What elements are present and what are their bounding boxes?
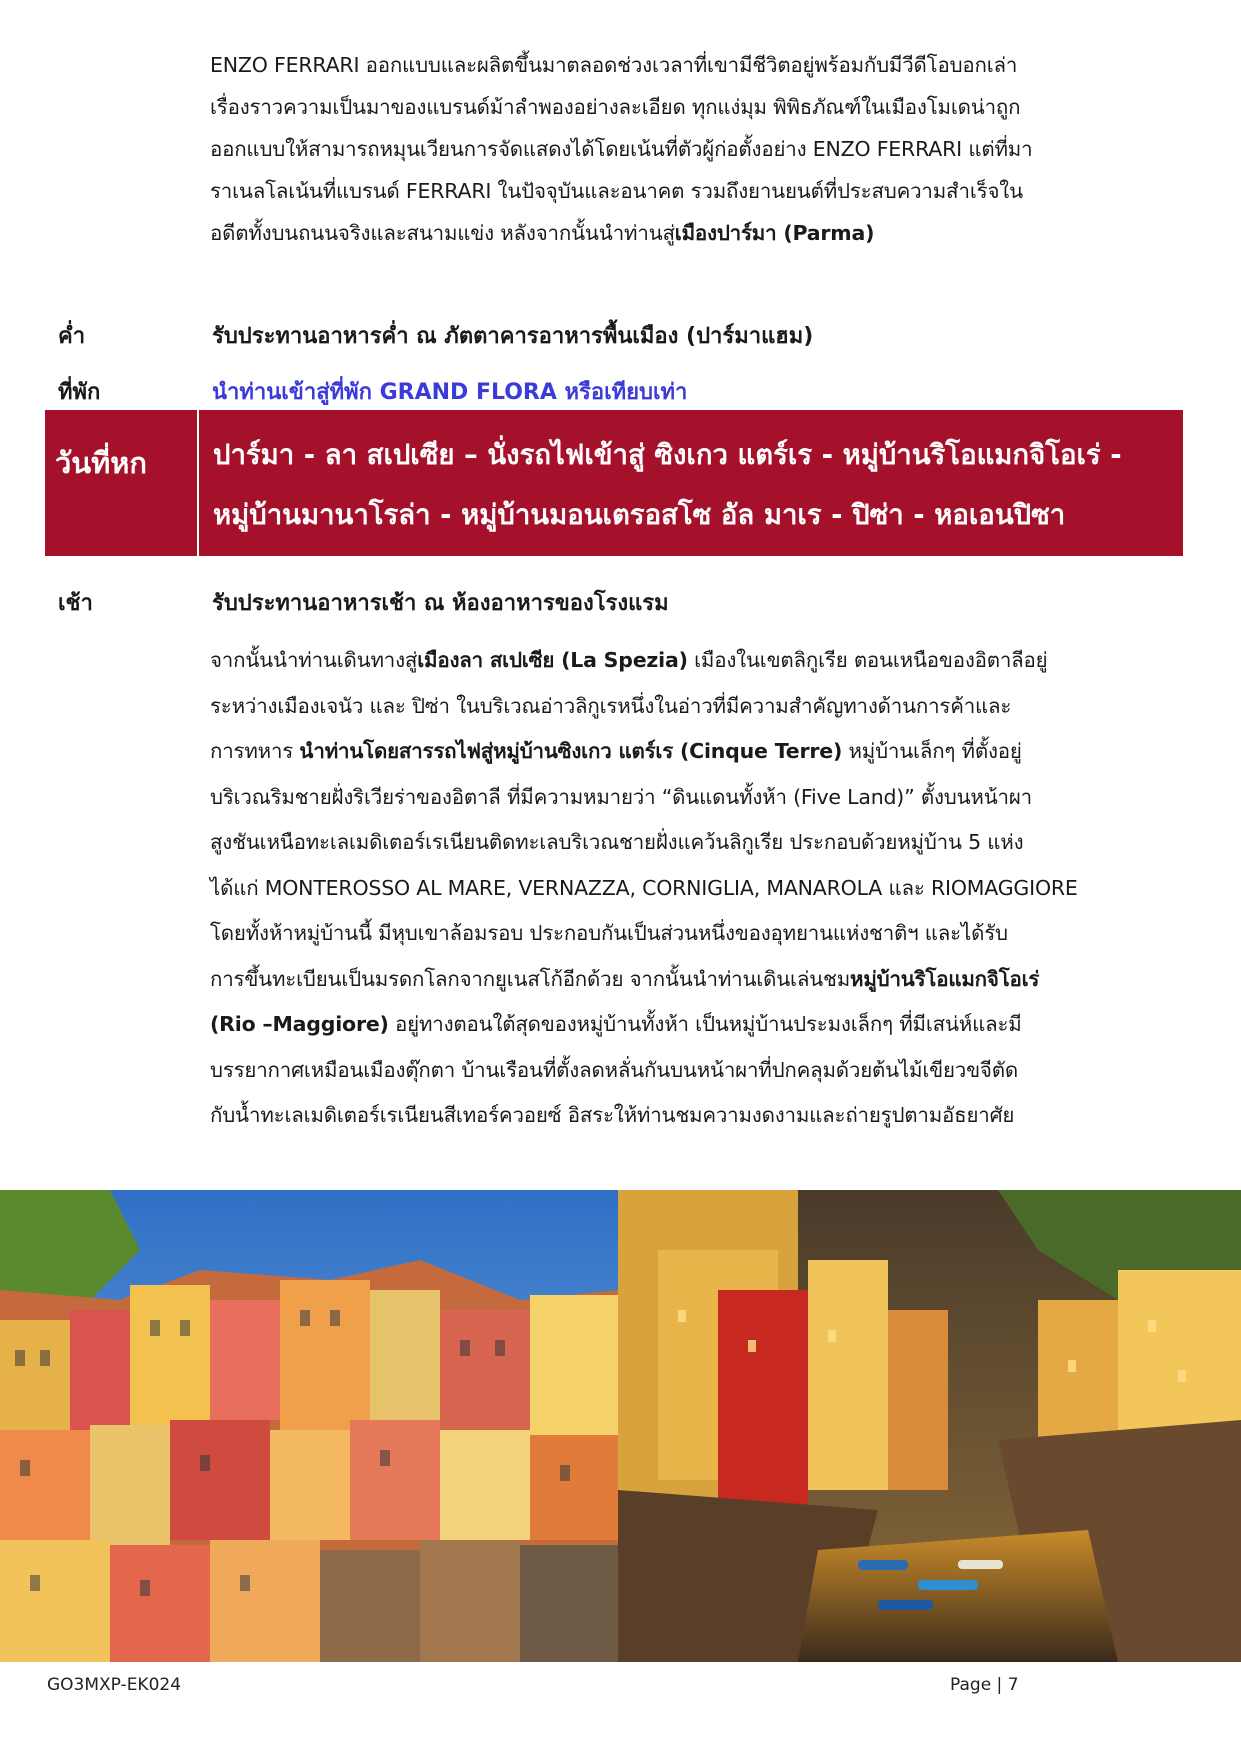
day-title bbox=[213, 425, 1173, 545]
dinner-text: รับประทานอาหารค่ำ ณ ภัตตาคารอาหารพื้นเมือง (ปาร์มาแฮม) bbox=[212, 324, 814, 349]
body-line bbox=[210, 729, 1170, 775]
breakfast-label: เช้า bbox=[58, 591, 93, 616]
photo-manarola-village bbox=[0, 1190, 618, 1662]
body-bold: เมืองลา สเปเซีย (La Spezia) bbox=[417, 648, 688, 672]
dinner-label: ค่ำ bbox=[58, 324, 86, 349]
breakfast-text: รับประทานอาหารเช้า ณ ห้องอาหารของโรงแรม bbox=[212, 591, 669, 616]
intro-paragraph bbox=[210, 44, 1170, 254]
intro-line: ENZO FERRARI ออกแบบและผลิตขึ้นมาตลอดช่วงเวลาที่เขามีชีวิตอยู่พร้อมกับมีวีดีโอบอกเล่า bbox=[210, 53, 1018, 77]
photo-riomaggiore-harbor bbox=[618, 1190, 1241, 1662]
body-text: เมืองในเขตลิกูเรีย ตอนเหนือของอิตาลีอยู่ bbox=[687, 648, 1048, 672]
body-text: การขึ้นทะเบียนเป็นมรดกโลกจากยูเนสโก้อีกด้วย จากนั้นนำท่านเดินเล่นชม bbox=[210, 966, 851, 991]
day-label: วันที่หก bbox=[45, 410, 199, 556]
day-header-band bbox=[45, 410, 1183, 556]
body-line bbox=[210, 957, 1170, 1003]
body-bold: นำท่านโดยสารรถไฟสู่หมู่บ้านซิงเกว แตร์เร (Cinque Terre) bbox=[299, 739, 843, 763]
body-text: หมู่บ้านเล็กๆ ที่ตั้งอยู่ bbox=[842, 739, 1022, 763]
day-title-line: หมู่บ้านมานาโรล่า - หมู่บ้านมอนเตรอสโซ อัล มาเร - ปิซ่า - หอเอนปิซา bbox=[213, 499, 1066, 531]
intro-line: เรื่องราวความเป็นมาของแบรนด์ม้าลำพองอย่างละเอียด ทุกแง่มุม พิพิธภัณฑ์ในเมืองโมเดน่าถูก bbox=[210, 95, 1021, 119]
body-bold: (Rio –Maggiore) bbox=[210, 1012, 389, 1036]
body-line: ได้แก่ MONTEROSSO AL MARE, VERNAZZA, CORNIGLIA, MANAROLA และ RIOMAGGIORE bbox=[210, 875, 1078, 900]
body-line: กับน้ำทะเลเมดิเตอร์เรเนียนสีเทอร์ควอยซ์ อิสระให้ท่านชมความงดงามและถ่ายรูปตามอัธยาศัย bbox=[210, 1103, 1015, 1127]
hotel-label: ที่พัก bbox=[58, 380, 101, 405]
body-text: การทหาร bbox=[210, 739, 300, 763]
footer-code: GO3MXP-EK024 bbox=[47, 1675, 182, 1695]
harbor-illustration bbox=[618, 1190, 1241, 1662]
body-text: จากนั้นนำท่านเดินทางสู่ bbox=[210, 648, 418, 672]
footer-page-number: Page | 7 bbox=[950, 1675, 1019, 1695]
body-line bbox=[210, 1002, 1170, 1048]
body-bold: หมู่บ้านริโอแมกจิโอเร่ bbox=[850, 966, 1040, 991]
body-line: ระหว่างเมืองเจนัว และ ปิซ่า ในบริเวณอ่าวลิกูเรหนึ่งในอ่าวที่มีความสำคัญทางด้านการค้าและ bbox=[210, 693, 1012, 718]
intro-line bbox=[210, 212, 1170, 254]
body-paragraph bbox=[210, 638, 1170, 1139]
intro-line: ออกแบบให้สามารถหมุนเวียนการจัดแสดงได้โดยเน้นที่ตัวผู้ก่อตั้งอย่าง ENZO FERRARI แต่ที่มา bbox=[210, 137, 1033, 161]
body-line: โดยทั้งห้าหมู่บ้านนี้ มีหุบเขาล้อมรอบ ประกอบกันเป็นส่วนหนึ่งของอุทยานแห่งชาติฯ และได้รับ bbox=[210, 921, 1008, 945]
intro-last-prefix: อดีตทั้งบนถนนจริงและสนามแข่ง หลังจากนั้นนำท่านสู่ bbox=[210, 221, 675, 245]
body-line bbox=[210, 638, 1170, 684]
intro-last-bold: เมืองปาร์มา (Parma) bbox=[674, 221, 875, 245]
body-text: อยู่ทางตอนใต้สุดของหมู่บ้านทั้งห้า เป็นหมู่บ้านประมงเล็กๆ ที่มีเสน่ห์และมี bbox=[388, 1012, 1022, 1036]
village-illustration bbox=[0, 1190, 618, 1662]
body-line: บริเวณริมชายฝั่งริเวียร่าของอิตาลี ที่มีความหมายว่า “ดินแดนทั้งห้า (Five Land)” ตั้งบนหน้าผา bbox=[210, 784, 1032, 809]
hotel-text: นำท่านเข้าสู่ที่พัก GRAND FLORA หรือเทียบเท่า bbox=[212, 380, 688, 405]
body-line: สูงชันเหนือทะเลเมดิเตอร์เรเนียนติดทะเลบริเวณชายฝั่งแคว้นลิกูเรีย ประกอบด้วยหมู่บ้าน 5 แห่ง bbox=[210, 830, 1024, 854]
intro-line: ราเนลโลเน้นที่แบรนด์ FERRARI ในปัจจุบันและอนาคต รวมถึงยานยนต์ที่ประสบความสำเร็จใน bbox=[210, 179, 1023, 203]
day-title-line: ปาร์มา - ลา สเปเซีย – นั่งรถไฟเข้าสู่ ซิงเกว แตร์เร - หมู่บ้านริโอแมกจิโอเร่ - bbox=[213, 439, 1122, 471]
body-line: บรรยากาศเหมือนเมืองตุ๊กตา บ้านเรือนที่ตั้งลดหลั่นกันบนหน้าผาที่ปกคลุมด้วยต้นไม้เขียวขจีตัด bbox=[210, 1057, 1018, 1082]
